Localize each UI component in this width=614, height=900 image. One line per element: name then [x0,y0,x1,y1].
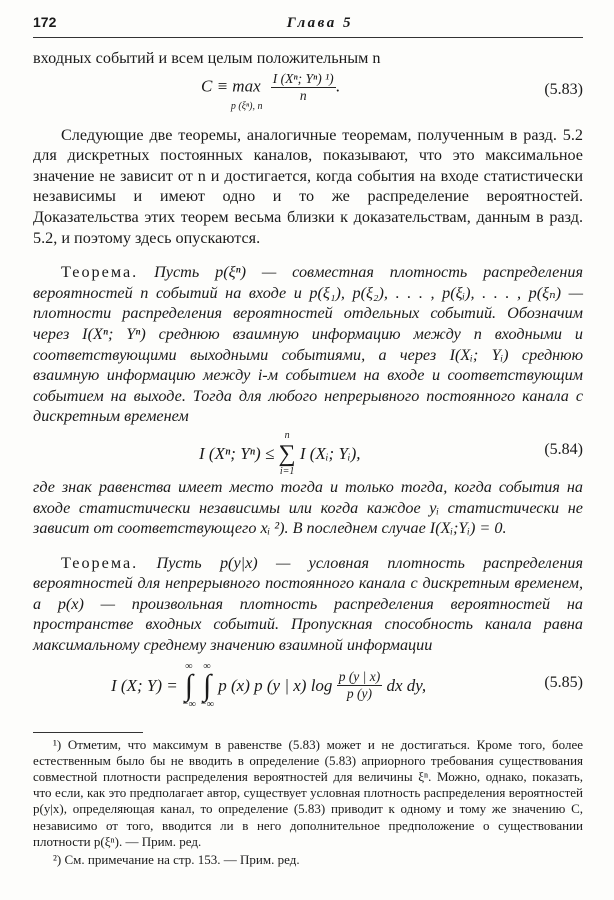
paragraph-theorems: Следующие две теоремы, аналогичные теоремам, полученным в разд. 5.2 для дискретных постоянных каналов, показывают, что это максимальное значение не зависит от n и достигается, когда события на входе статистически независимы и имеют одно и то же распределение вероятностей. Доказательства этих теорем весьма близки к доказательствам, данным в разд. 5.2, и поэтому здесь опускаются. [33,125,583,247]
equation-5-84 [33,427,583,477]
theorem1-label: Теорема. [61,263,139,282]
eq585-denominator: p (y) [346,686,373,702]
eq584-rhs: I (Xᵢ; Yᵢ), [299,443,361,463]
theorem1-conclusion: где знак равенства имеет место тогда и только тогда, когда события на входе статистически независимы или когда каждое yᵢ статистически не зависит от соответствующего xᵢ ²). В последнем случае I(Xᵢ;Yᵢ) = 0. [33,477,583,538]
eq585-lhs: I (X; Y) = [111,675,178,695]
theorem2-label: Теорема. [61,553,139,572]
eq584-lhs: I (Xⁿ; Yⁿ) ≤ [199,443,275,463]
eq583-lhs: C ≡ max [201,76,261,95]
eq585-number: (5.85) [544,673,583,691]
sum-symbol: ∑ [278,440,296,467]
equation-5-85 [33,658,583,718]
eq585-int2-top: ∞ [203,660,211,672]
theorem1-text: Пусть p(ξⁿ) — совместная плотность распределения вероятностей n событий на входе и p(ξ₁), p(ξ₂), . . . , p(ξᵢ), . . . , p(ξₙ) — плотности распределения вероятностей отдельных событий. Обозначим через I(Xⁿ; Yⁿ) среднюю взаимную информацию между n входными и соответствующими выходными событиями, а через I(Xᵢ; Yᵢ) среднюю взаимную информацию между i-м событием на входе и соответствующим событием на выходе. Тогда для любого непрерывного постоянного канала с дискретным временем [33,263,583,426]
eq583-denominator: n [299,87,307,103]
page-number: 172 [33,14,57,30]
footnote-2: ²) См. примечание на стр. 153. — Прим. ред. [53,852,300,868]
eq584-sum-bottom: i=1 [279,465,295,477]
eq583-sub: p (ξⁿ), n [230,101,263,112]
eq585-int1-top: ∞ [185,660,193,672]
eq583-number: (5.83) [544,80,583,98]
theorem2-text: Пусть p(y|x) — условная плотность распределения вероятностей для непрерывного постоянного канала с дискретным временем, а p(x) — произвольная плотность распределения вероятностей на пространстве входных событий. Пропускная способность канала равна максимальному среднему значению взаимной информации [33,553,584,655]
integral-symbol: ∫ [202,668,212,702]
chapter-title: Глава 5 [286,15,353,31]
equation-5-83: C ≡ max p (ξⁿ), n $\frac{\text{I (Xⁿ; Yⁿ) ¹)}}{n}$ . (5.83) [201,70,583,112]
eq584-number: (5.84) [544,440,583,458]
eq583-numerator: I (Xⁿ; Yⁿ) ¹) [272,70,334,86]
intro-line: входных событий и всем целым положительным n [33,49,381,67]
footnotes [33,737,583,869]
eq585-int2-bottom: −∞ [200,698,214,710]
integral-symbol: ∫ [184,668,194,702]
eq585-integrand: p (x) p (y | x) log [218,675,333,695]
eq585-numerator: p (y | x) [338,669,381,685]
theorem-1 [33,262,583,427]
running-header [33,14,583,38]
footnote-divider [33,732,143,733]
footnote-1: ¹) Отметим, что максимум в равенстве (5.83) может и не достигаться. Кроме того, более естественным было бы не вводить в определение (5.83) априорного требования существования совместной плотности распределения вероятностей для величины ξⁿ. Можно, однако, показать, что если, как это предполагает автор, существует условная плотность распределения вероятностей p(y|x), определяющая канал, то определение (5.83) приводит к одному и тому же значению C, независимо от того, вводится ли в него дополнительное предположение о существовании плотности p(ξⁿ). — Прим. ред. [33,736,583,849]
book-page [33,14,583,868]
eq585-tail: dx dy, [386,675,427,695]
eq585-int1-bottom: −∞ [181,698,196,710]
eq584-sum-top: n [284,429,290,441]
theorem-2 [33,553,583,656]
